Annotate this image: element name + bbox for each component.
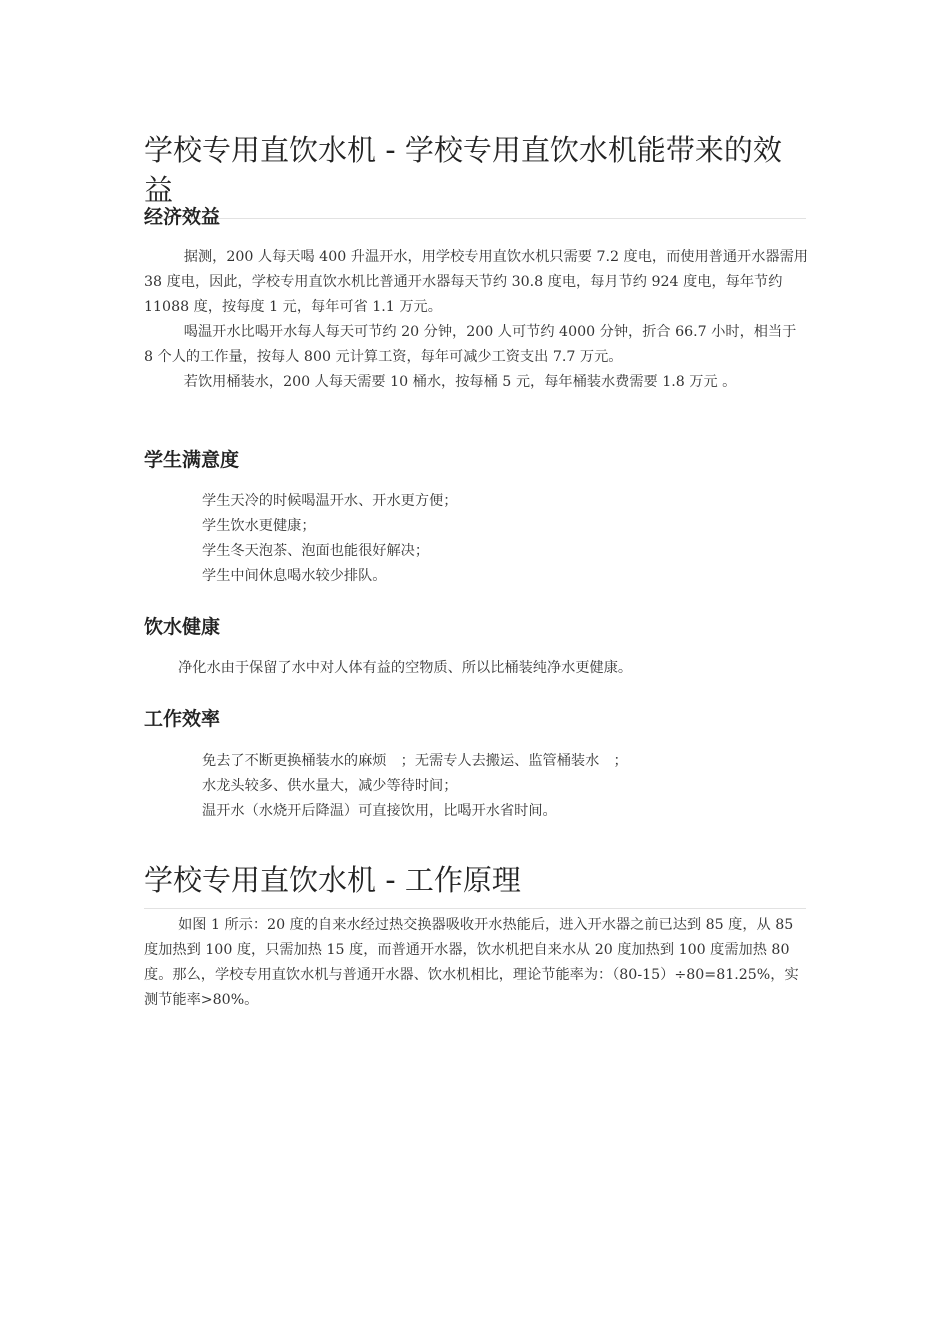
satisfaction-heading: 学生满意度	[144, 449, 240, 471]
list-item: 学生饮水更健康；	[202, 518, 316, 534]
economic-body	[144, 245, 808, 395]
economic-paragraph-1: 据测，200 人每天喝 400 升温开水，用学校专用直饮水机只需要 7.2 度电，而使用普通开水器需用 38 度电，因此，学校专用直饮水机比普通开水器每天节约 30.8 度电，每月节约 924 度电，每年节约 11088 度，按每度 1 元，每年可省 1.1 万元。	[144, 249, 808, 315]
economic-paragraph-2: 喝温开水比喝开水每人每天可节约 20 分钟，200 人可节约 4000 分钟，折合 66.7 小时，相当于 8 个人的工作量，按每人 800 元计算工资，每年可减少工资支出 7.7 万元。	[144, 324, 797, 365]
list-item: 水龙头较多、供水量大，减少等待时间；	[202, 778, 458, 794]
list-item: 学生天冷的时候喝温开水、开水更方便；	[202, 493, 458, 509]
health-heading: 饮水健康	[144, 616, 221, 638]
efficiency-list	[144, 749, 808, 824]
list-item: 学生中间休息喝水较少排队。	[202, 568, 387, 584]
principle-paragraph: 如图 1 所示：20 度的自来水经过热交换器吸收开水热能后，进入开水器之前已达到 85 度，从 85 度加热到 100 度，只需加热 15 度，而普通开水器，饮水机把自来水从 20 度加热到 100 度需加热 80 度。那么，学校专用直饮水机与普通开水器、饮水机相比，理论节能率为：（80-15）÷80=81.25%，实测节能率>80%。	[144, 917, 799, 1008]
section1-title: 学校专用直饮水机 - 学校专用直饮水机能带来的效益	[144, 130, 806, 219]
list-item: 温开水（水烧开后降温）可直接饮用，比喝开水省时间。	[202, 803, 557, 819]
health-text: 净化水由于保留了水中对人体有益的空物质、所以比桶装纯净水更健康。	[178, 660, 633, 676]
list-item: 免去了不断更换桶装水的麻烦 ；无需专人去搬运、监管桶装水 ；	[202, 753, 628, 769]
economic-paragraph-3: 若饮用桶装水，200 人每天需要 10 桶水，按每桶 5 元，每年桶装水费需要 1.8 万元 。	[183, 374, 737, 390]
section2-title: 学校专用直饮水机 - 工作原理	[144, 860, 806, 909]
list-item: 学生冬天泡茶、泡面也能很好解决；	[202, 543, 430, 559]
efficiency-heading: 工作效率	[144, 708, 221, 730]
satisfaction-list	[144, 489, 808, 589]
economic-heading: 经济效益	[144, 206, 221, 228]
